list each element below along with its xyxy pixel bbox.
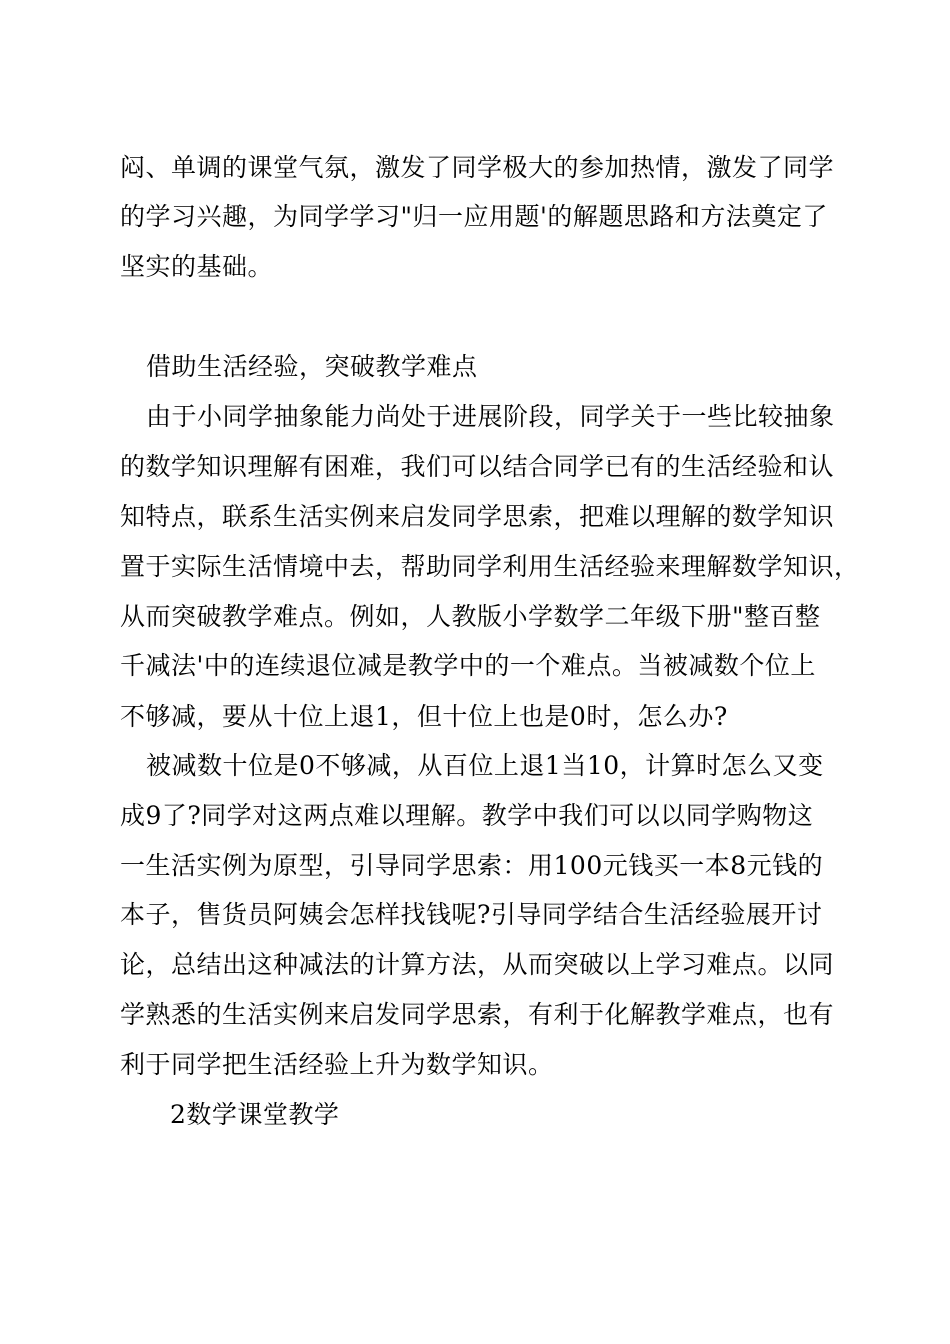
section-heading: 2数学课堂教学 xyxy=(170,1100,340,1129)
paragraph-line: 置于实际生活情境中去，帮助同学利用生活经验来理解数学知识， xyxy=(120,552,860,581)
paragraph-line: 闷、单调的课堂气氛，激发了同学极大的参加热情，激发了同学 xyxy=(120,153,835,182)
paragraph-line: 本子，售货员阿姨会怎样找钱呢?引导同学结合生活经验展开讨 xyxy=(120,900,823,929)
paragraph-line: 成9了?同学对这两点难以理解。教学中我们可以以同学购物这 xyxy=(120,801,814,830)
section-heading: 借助生活经验，突破教学难点 xyxy=(146,352,478,381)
paragraph-line: 利于同学把生活经验上升为数学知识。 xyxy=(120,1050,554,1079)
paragraph-line: 一生活实例为原型，引导同学思索：用100元钱买一本8元钱的 xyxy=(120,851,824,880)
paragraph-line: 论，总结出这种减法的计算方法，从而突破以上学习难点。以同 xyxy=(120,950,835,979)
paragraph-line: 由于小同学抽象能力尚处于进展阶段，同学关于一些比较抽象 xyxy=(146,402,835,431)
paragraph-line: 的数学知识理解有困难，我们可以结合同学已有的生活经验和认 xyxy=(120,452,835,481)
paragraph-line: 的学习兴趣，为同学学习"归一应用题'的解题思路和方法奠定了 xyxy=(120,202,828,231)
paragraph-line: 被减数十位是0不够减，从百位上退1当10，计算时怎么又变 xyxy=(146,751,824,780)
paragraph-line: 坚实的基础。 xyxy=(120,252,274,281)
paragraph-line: 不够减，要从十位上退1，但十位上也是0时，怎么办? xyxy=(120,702,728,731)
paragraph-line: 从而突破教学难点。例如，人教版小学数学二年级下册"整百整 xyxy=(120,602,821,631)
paragraph-line: 千减法'中的连续退位减是教学中的一个难点。当被减数个位上 xyxy=(120,651,816,680)
paragraph-line: 知特点，联系生活实例来启发同学思索，把难以理解的数学知识 xyxy=(120,502,835,531)
paragraph-line: 学熟悉的生活实例来启发同学思索，有利于化解教学难点，也有 xyxy=(120,1000,835,1029)
